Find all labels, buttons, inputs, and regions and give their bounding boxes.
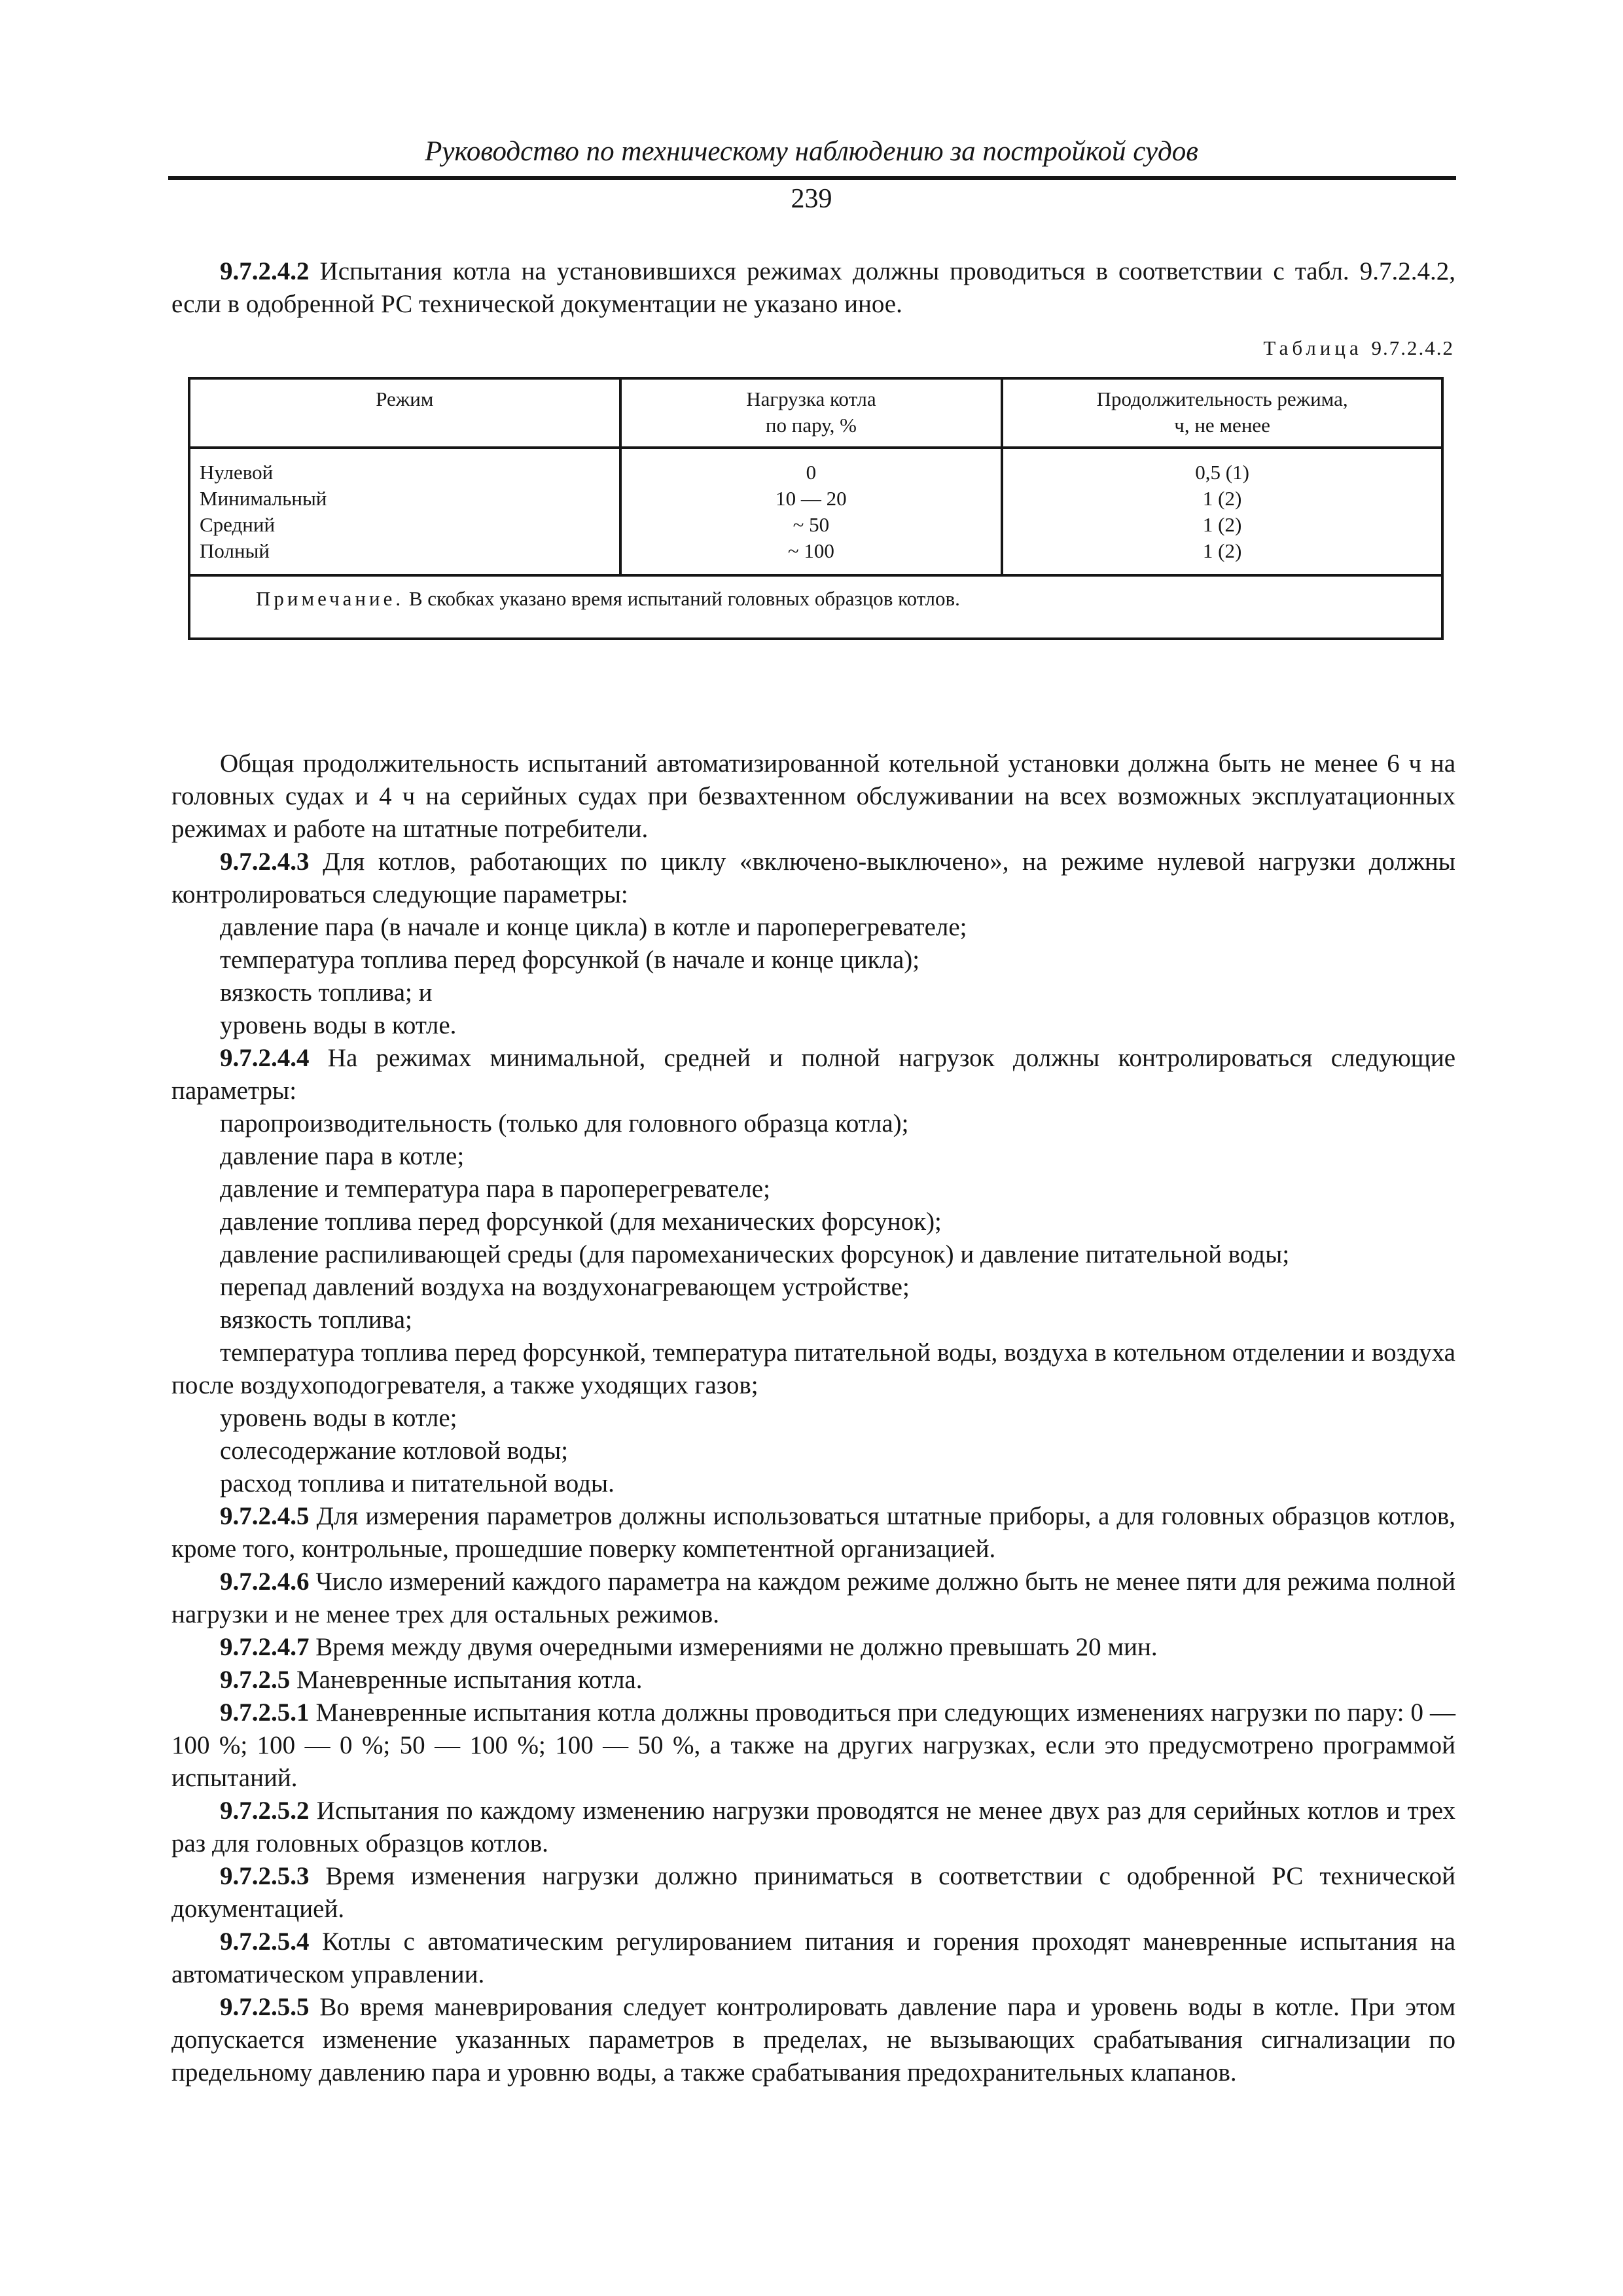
regime-cell: Полный [200, 539, 270, 562]
header-duration [1002, 378, 1442, 448]
load-column [620, 448, 1003, 575]
clause-number: 9.7.2.4.5 [220, 1502, 310, 1530]
note-text: В скобках указано время испытаний головных образцов котлов. [404, 587, 960, 610]
clause-text: Во время маневрирования следует контролировать давление пара и уровень воды в котле. При этом допускается изменение указанных параметров в пределах, не вызывающих срабатывания сигнализации по предельному давлению пара и уровню воды, а также срабатывания предохранительных клапанов. [171, 1993, 1455, 2087]
table-caption-label: Таблица [1263, 336, 1363, 359]
header-regime [189, 378, 620, 448]
duration-column [1002, 448, 1442, 575]
paragraph-9-7-2-4-4 [171, 1042, 1455, 1107]
load-cell: ~ 50 [793, 513, 830, 536]
header-duration-line1: Продолжительность режима, [1096, 387, 1348, 410]
table-body-row [189, 448, 1442, 575]
regime-cell: Средний [200, 513, 276, 536]
list-item: уровень воды в котле; [220, 1404, 457, 1432]
list-item: уровень воды в котле. [220, 1011, 457, 1039]
paragraph-9-7-2-5-5 [171, 1991, 1455, 2089]
clause-number: 9.7.2.4.2 [220, 257, 310, 285]
paragraph-9-7-2-4-7 [171, 1631, 1455, 1664]
paragraph-9-7-2-5-2 [171, 1795, 1455, 1860]
table-header-row [189, 378, 1442, 448]
list-item: температура топлива перед форсункой (в начале и конце цикла); [220, 946, 920, 974]
clause-number: 9.7.2.5 [220, 1666, 291, 1694]
paragraph-9-7-2-4-5 [171, 1500, 1455, 1566]
duration-cell: 0,5 (1) [1195, 461, 1249, 484]
clause-text: Маневренные испытания котла должны проводиться при следующих изменениях нагрузки по пару: 0 — 100 %; 100 — 0 %; 50 — 100 %; 100 — 50 %, а также на других нагрузках, если это предусмотрено программой испытаний. [171, 1698, 1455, 1792]
clause-text: Испытания по каждому изменению нагрузки проводятся не менее двух раз для серийных котлов и трех раз для головных образцов котлов. [171, 1797, 1455, 1857]
clause-text: Число измерений каждого параметра на каждом режиме должно быть не менее пяти для режима полной нагрузки и не менее трех для остальных режимов. [171, 1568, 1455, 1628]
clause-text: Для котлов, работающих по циклу «включено-выключено», на режиме нулевой нагрузки должны контролироваться следующие параметры: [171, 848, 1455, 908]
paragraph-general-duration: Общая продолжительность испытаний автоматизированной котельной установки должна быть не менее 6 ч на головных судах и 4 ч на серийных судах при безвахтенном обслуживании на всех возможных эксплуатационных режимах и работе на штатные потребители. [171, 749, 1455, 843]
list-item: перепад давлений воздуха на воздухонагревающем устройстве; [220, 1273, 910, 1301]
regime-column [189, 448, 620, 575]
list-item: давление пара (в начале и конце цикла) в котле и пароперегревателе; [220, 913, 967, 941]
list-item: давление пара в котле; [220, 1142, 465, 1170]
list-item: солесодержание котловой воды; [220, 1437, 569, 1465]
list-item: давление распиливающей среды (для паромеханических форсунок) и давление питательной воды; [220, 1240, 1290, 1268]
clause-text: Котлы с автоматическим регулированием питания и горения проходят маневренные испытания на автоматическом управлении. [171, 1928, 1455, 1988]
regime-table [188, 377, 1444, 640]
clause-text: Для измерения параметров должны использоваться штатные приборы, а для головных образцов котлов, кроме того, контрольные, прошедшие поверку компетентной организацией. [171, 1502, 1455, 1563]
paragraph-9-7-2-5-4 [171, 1926, 1455, 1991]
load-cell: ~ 100 [787, 539, 834, 562]
paragraph-9-7-2-4-2 [171, 255, 1455, 321]
clause-text: Испытания котла на установившихся режимах должны проводиться в соответствии с табл. 9.7.2.4.2, если в одобренной РС технической документации не указано иное. [171, 257, 1455, 318]
regime-cell: Нулевой [200, 461, 274, 484]
clause-text: На режимах минимальной, средней и полной нагрузок должны контролироваться следующие параметры: [171, 1044, 1455, 1105]
paragraph-9-7-2-5-3 [171, 1860, 1455, 1926]
duration-cell: 1 (2) [1202, 539, 1242, 562]
header-regime-label: Режим [376, 387, 434, 410]
clause-number: 9.7.2.5.4 [220, 1928, 310, 1956]
list-item: давление топлива перед форсункой (для механических форсунок); [220, 1208, 942, 1236]
list-item: вязкость топлива; [220, 1306, 412, 1334]
duration-cell: 1 (2) [1202, 513, 1242, 536]
paragraph-9-7-2-4-3 [171, 846, 1455, 911]
running-title: Руководство по техническому наблюдению за постройкой судов [425, 136, 1198, 167]
table-caption [1113, 335, 1454, 361]
header-load [620, 378, 1003, 448]
header-rule [168, 176, 1456, 180]
paragraph-9-7-2-4-6 [171, 1566, 1455, 1631]
clause-text: Время между двумя очередными измерениями не должно превышать 20 мин. [309, 1633, 1158, 1661]
clause-number: 9.7.2.5.1 [220, 1698, 310, 1727]
list-item: температура топлива перед форсункой, температура питательной воды, воздуха в котельном отделении и воздуха после воздухоподогревателя, а также уходящих газов; [171, 1338, 1455, 1399]
clause-number: 9.7.2.5.5 [220, 1993, 310, 2021]
list-item: расход топлива и питательной воды. [220, 1469, 615, 1498]
clause-text: Время изменения нагрузки должно приниматься в соответствии с одобренной РС технической документацией. [171, 1862, 1455, 1923]
clause-number: 9.7.2.4.3 [220, 848, 310, 876]
list-item: давление и температура пара в пароперегревателе; [220, 1175, 770, 1203]
clause-number: 9.7.2.5.3 [220, 1862, 310, 1890]
note-label: Примечание. [256, 587, 404, 610]
header-load-line1: Нагрузка котла [746, 387, 876, 410]
paragraph-9-7-2-5-1 [171, 1696, 1455, 1795]
page-number: 239 [791, 184, 832, 214]
duration-cell: 1 (2) [1202, 487, 1242, 510]
load-cell: 0 [806, 461, 817, 484]
clause-number: 9.7.2.4.4 [220, 1044, 310, 1072]
header-duration-line2: ч, не менее [1174, 414, 1270, 437]
table-note-row [189, 575, 1442, 639]
table-caption-number: 9.7.2.4.2 [1371, 336, 1454, 359]
load-cell: 10 — 20 [776, 487, 847, 510]
list-item: вязкость топлива; и [220, 978, 433, 1007]
regime-cell: Минимальный [200, 487, 327, 510]
clause-text: Маневренные испытания котла. [290, 1666, 643, 1694]
paragraph-9-7-2-5 [171, 1664, 1455, 1696]
clause-number: 9.7.2.4.7 [220, 1633, 310, 1661]
list-item: паропроизводительность (только для головного образца котла); [220, 1109, 909, 1138]
header-load-line2: по пару, % [765, 414, 857, 437]
clause-number: 9.7.2.5.2 [220, 1797, 310, 1825]
clause-number: 9.7.2.4.6 [220, 1568, 310, 1596]
table-note [189, 575, 1442, 639]
